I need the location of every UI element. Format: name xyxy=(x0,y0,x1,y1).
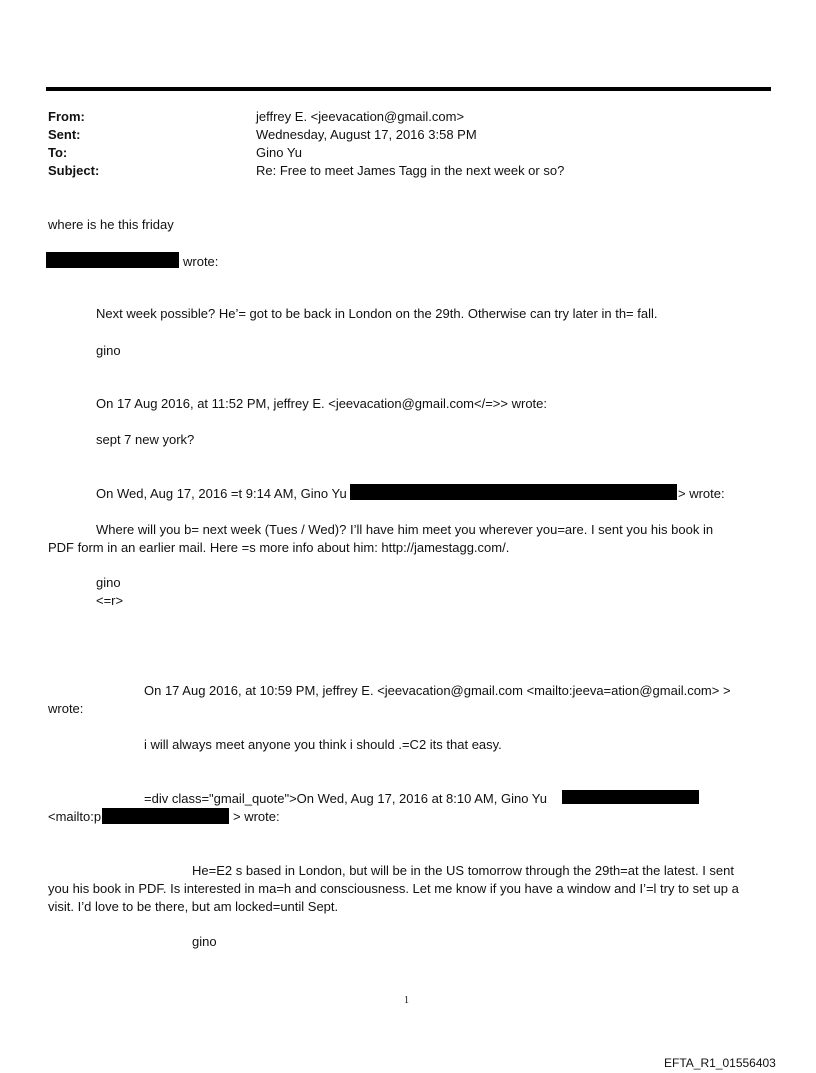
from-label: From: xyxy=(48,109,85,124)
document-id: EFTA_R1_01556403 xyxy=(664,1056,776,1070)
body-line: gino xyxy=(192,934,217,949)
body-line: =div class="gmail_quote">On Wed, Aug 17, 2016 at 8:10 AM, Gino Yu xyxy=(144,791,547,806)
redaction-box xyxy=(46,252,179,268)
body-line: gino xyxy=(96,343,121,358)
body-line: where is he this friday xyxy=(48,217,174,232)
redaction-box xyxy=(102,808,229,824)
redaction-box xyxy=(350,484,677,500)
body-line: gino xyxy=(96,575,121,590)
body-line: sept 7 new york? xyxy=(96,432,195,447)
body-line: i will always meet anyone you think i should .=C2 its that easy. xyxy=(144,737,502,752)
from-value: jeffrey E. <jeevacation@gmail.com> xyxy=(256,109,465,124)
sent-label: Sent: xyxy=(48,127,81,142)
body-line: On 17 Aug 2016, at 10:59 PM, jeffrey E. <jeevacation@gmail.com <mailto:jeeva=ation@gmail.com> > xyxy=(144,683,731,698)
subject-label: Subject: xyxy=(48,163,100,178)
body-line: wrote: xyxy=(48,701,84,716)
page-number: 1 xyxy=(404,995,409,1006)
body-line: visit. I’d love to be there, but am locked=until Sept. xyxy=(48,899,339,914)
body-line: PDF form in an earlier mail. Here =s more info about him: http://jamestagg.com/. xyxy=(48,540,510,555)
body-line: On 17 Aug 2016, at 11:52 PM, jeffrey E. <jeevacation@gmail.com</=>> wrote: xyxy=(96,396,548,411)
body-line: > wrote: xyxy=(233,809,280,824)
body-line: He=E2 s based in London, but will be in the US tomorrow through the 29th=at the latest. I sent xyxy=(192,863,735,878)
body-line: <=r> xyxy=(96,593,124,608)
body-line: Next week possible? He’= got to be back in London on the 29th. Otherwise can try later in th= fall. xyxy=(96,306,658,321)
body-line: > wrote: xyxy=(678,486,725,501)
subject-value: Re: Free to meet James Tagg in the next week or so? xyxy=(256,163,565,178)
header-rule xyxy=(46,87,771,91)
body-line: On Wed, Aug 17, 2016 =t 9:14 AM, Gino Yu xyxy=(96,486,347,501)
to-value: Gino Yu xyxy=(256,145,303,160)
to-label: To: xyxy=(48,145,68,160)
body-line: Where will you b= next week (Tues / Wed)? I’ll have him meet you wherever you=are. I sent you his book in xyxy=(96,522,714,537)
body-line: <mailto:p xyxy=(48,809,102,824)
body-line: you his book in PDF. Is interested in ma=h and consciousness. Let me know if you have a window and I’=l try to set up a xyxy=(48,881,739,896)
redaction-box xyxy=(562,790,699,804)
sent-value: Wednesday, August 17, 2016 3:58 PM xyxy=(256,127,477,142)
body-line: wrote: xyxy=(183,254,219,269)
